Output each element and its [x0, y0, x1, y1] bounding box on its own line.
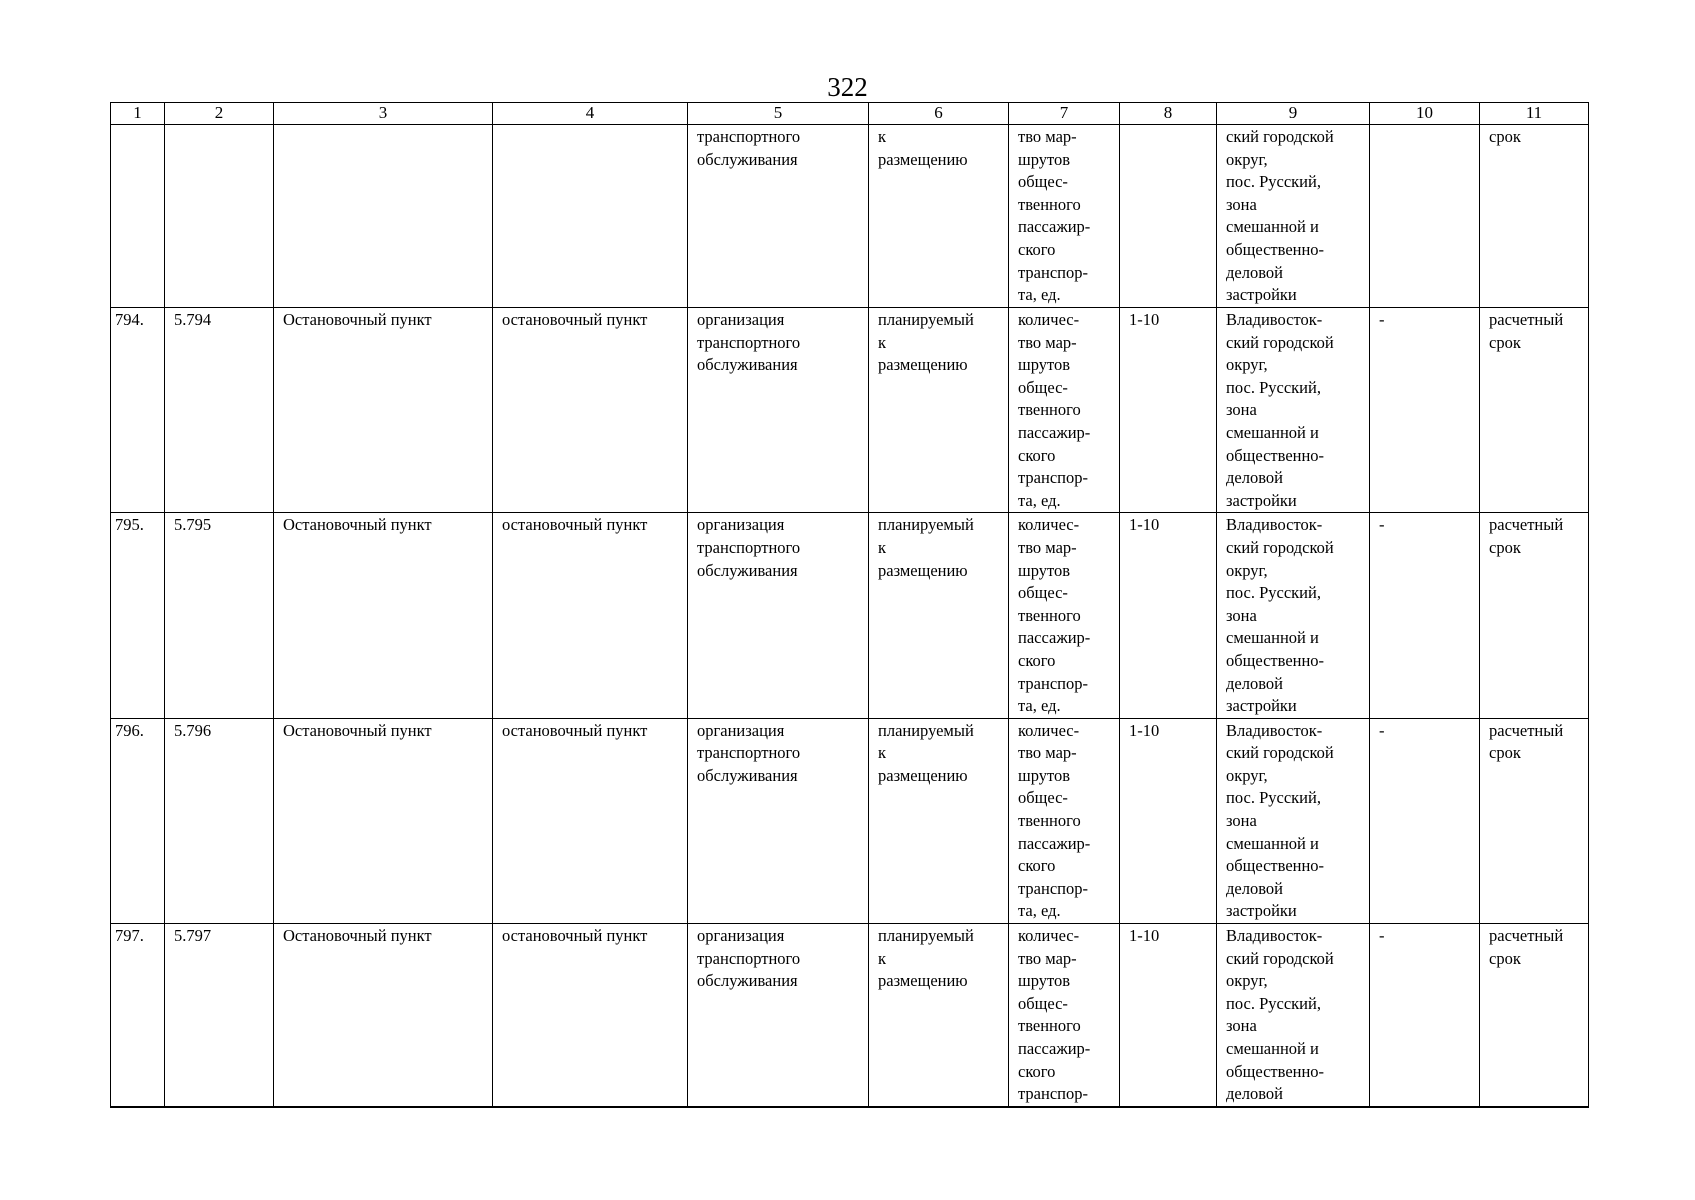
cell-line: организация — [697, 515, 785, 535]
cell-line: пос. Русский, — [1226, 172, 1321, 192]
cell-line: размещению — [878, 355, 968, 375]
cell-line: смешанной и — [1226, 1039, 1319, 1058]
object-name: Остановочный пункт — [274, 308, 493, 513]
cell-line: количес- — [1018, 720, 1080, 740]
zone-value: - — [1370, 513, 1480, 718]
cell-line: твенного — [1018, 1016, 1081, 1036]
zone-value: - — [1370, 924, 1480, 1107]
cell-line: Владивосток- — [1226, 720, 1323, 740]
cell-line: транспортного — [697, 127, 801, 146]
cell-line: тво мар- — [1018, 332, 1077, 352]
cell-line: ского — [1018, 239, 1056, 259]
cell-line: пос. Русский, — [1226, 377, 1321, 397]
cell-line: шрутов — [1018, 355, 1071, 375]
column-number: 11 — [1480, 103, 1589, 125]
column-number: 8 — [1120, 103, 1217, 125]
cell-line: зона — [1226, 194, 1257, 214]
implementation-term — [1480, 924, 1589, 1107]
cell-line: организация — [697, 926, 785, 946]
cell-line: общес- — [1018, 377, 1068, 397]
object-indicator — [1009, 718, 1120, 923]
cell-line: деловой — [1226, 468, 1283, 488]
cell-line: к — [878, 127, 887, 146]
zone-value — [1370, 125, 1480, 308]
cell-line: общес- — [1018, 993, 1068, 1013]
cell-line: твенного — [1018, 811, 1081, 831]
cell-line: размещению — [878, 765, 968, 785]
cell-line: твенного — [1018, 194, 1081, 214]
row-number: 795. — [111, 513, 165, 718]
column-number-row — [111, 103, 1589, 125]
cell-line: срок — [1489, 948, 1521, 968]
cell-line: транспор- — [1018, 878, 1088, 898]
cell-line: зона — [1226, 811, 1257, 831]
cell-line: смешанной и — [1226, 833, 1319, 853]
cell-line: деловой — [1226, 1084, 1283, 1104]
object-code: 5.795 — [165, 513, 274, 718]
cell-line: общес- — [1018, 583, 1068, 603]
cell-line: округ, — [1226, 149, 1268, 169]
cell-line: общественно- — [1226, 856, 1325, 876]
cell-line: тво мар- — [1018, 948, 1077, 968]
column-number: 1 — [111, 103, 165, 125]
cell-line: шрутов — [1018, 971, 1071, 991]
object-status — [869, 308, 1009, 513]
cell-line: пассажир- — [1018, 422, 1091, 442]
cell-line: Владивосток- — [1226, 310, 1323, 329]
cell-line: пассажир- — [1018, 217, 1091, 237]
cell-line: планируемый — [878, 720, 974, 740]
row-number: 796. — [111, 718, 165, 923]
object-location — [1217, 308, 1370, 513]
cell-line: деловой — [1226, 673, 1283, 693]
cell-line: та, ед. — [1018, 696, 1061, 716]
cell-line: ского — [1018, 650, 1056, 670]
cell-line: к — [878, 537, 887, 557]
cell-line: зона — [1226, 400, 1257, 420]
cell-line: округ, — [1226, 355, 1268, 375]
zone-value: - — [1370, 308, 1480, 513]
cell-line: пос. Русский, — [1226, 788, 1321, 808]
cell-line: общественно- — [1226, 650, 1325, 670]
object-location — [1217, 924, 1370, 1107]
object-status — [869, 125, 1009, 308]
object-purpose — [688, 924, 869, 1107]
cell-line: твенного — [1018, 400, 1081, 420]
table-row — [111, 308, 1589, 513]
cell-line: размещению — [878, 149, 968, 169]
cell-line: срок — [1489, 537, 1521, 557]
column-number: 3 — [274, 103, 493, 125]
cell-line: расчетный — [1489, 720, 1564, 740]
cell-line: шрутов — [1018, 560, 1071, 580]
cell-line: тво мар- — [1018, 127, 1077, 146]
cell-line: деловой — [1226, 262, 1283, 282]
column-number: 7 — [1009, 103, 1120, 125]
cell-line: застройки — [1226, 696, 1297, 716]
cell-line: транспортного — [697, 332, 801, 352]
cell-line: транспор- — [1018, 262, 1088, 282]
object-code: 5.797 — [165, 924, 274, 1107]
cell-line: застройки — [1226, 901, 1297, 921]
cell-line: округ, — [1226, 971, 1268, 991]
object-status — [869, 718, 1009, 923]
cell-line: количес- — [1018, 926, 1080, 946]
object-name: Остановочный пункт — [274, 513, 493, 718]
cell-line: тво мар- — [1018, 537, 1077, 557]
cell-line: та, ед. — [1018, 901, 1061, 921]
cell-line: общес- — [1018, 172, 1068, 192]
cell-line: к — [878, 948, 887, 968]
indicator-value: 1-10 — [1120, 308, 1217, 513]
table-row — [111, 125, 1589, 308]
implementation-term — [1480, 513, 1589, 718]
cell-line: планируемый — [878, 310, 974, 329]
cell-line: ского — [1018, 445, 1056, 465]
cell-line: планируемый — [878, 926, 974, 946]
cell-line: обслуживания — [697, 355, 798, 375]
object-type: остановочный пункт — [493, 924, 688, 1107]
object-purpose — [688, 513, 869, 718]
zone-value: - — [1370, 718, 1480, 923]
cell-line: ского — [1018, 1061, 1056, 1081]
cell-line: смешанной и — [1226, 422, 1319, 442]
object-type — [493, 125, 688, 308]
object-type: остановочный пункт — [493, 718, 688, 923]
cell-line: та, ед. — [1018, 285, 1061, 305]
cell-line: пос. Русский, — [1226, 993, 1321, 1013]
implementation-term — [1480, 125, 1589, 308]
cell-line: ский городской — [1226, 743, 1334, 763]
cell-line: размещению — [878, 560, 968, 580]
cell-line: транспортного — [697, 948, 801, 968]
cell-line: расчетный — [1489, 515, 1564, 535]
indicator-value — [1120, 125, 1217, 308]
column-number: 2 — [165, 103, 274, 125]
cell-line: расчетный — [1489, 926, 1564, 946]
column-number: 6 — [869, 103, 1009, 125]
object-name: Остановочный пункт — [274, 924, 493, 1107]
table-row — [111, 718, 1589, 923]
cell-line: Владивосток- — [1226, 926, 1323, 946]
cell-line: зона — [1226, 1016, 1257, 1036]
cell-line: застройки — [1226, 285, 1297, 305]
cell-line: обслуживания — [697, 560, 798, 580]
cell-line: та, ед. — [1018, 490, 1061, 510]
object-purpose — [688, 125, 869, 308]
object-status — [869, 513, 1009, 718]
implementation-term — [1480, 718, 1589, 923]
cell-line: транспор- — [1018, 468, 1088, 488]
objects-table — [110, 102, 1589, 1108]
row-number — [111, 125, 165, 308]
cell-line: ский городской — [1226, 332, 1334, 352]
column-number: 9 — [1217, 103, 1370, 125]
cell-line: ского — [1018, 856, 1056, 876]
object-code — [165, 125, 274, 308]
cell-line: транспортного — [697, 743, 801, 763]
cell-line: транспортного — [697, 537, 801, 557]
table-row — [111, 513, 1589, 718]
cell-line: транспор- — [1018, 673, 1088, 693]
cell-line: твенного — [1018, 605, 1081, 625]
object-location — [1217, 513, 1370, 718]
cell-line: ский городской — [1226, 948, 1334, 968]
cell-line: размещению — [878, 971, 968, 991]
cell-line: смешанной и — [1226, 217, 1319, 237]
object-location — [1217, 718, 1370, 923]
indicator-value: 1-10 — [1120, 513, 1217, 718]
cell-line: транспор- — [1018, 1084, 1088, 1104]
cell-line: организация — [697, 310, 785, 329]
cell-line: шрутов — [1018, 765, 1071, 785]
cell-line: Владивосток- — [1226, 515, 1323, 535]
cell-line: пассажир- — [1018, 628, 1091, 648]
column-number: 5 — [688, 103, 869, 125]
cell-line: к — [878, 332, 887, 352]
cell-line: количес- — [1018, 310, 1080, 329]
cell-line: срок — [1489, 332, 1521, 352]
object-indicator — [1009, 125, 1120, 308]
object-purpose — [688, 308, 869, 513]
cell-line: шрутов — [1018, 149, 1071, 169]
object-purpose — [688, 718, 869, 923]
cell-line: обслуживания — [697, 149, 798, 169]
object-name: Остановочный пункт — [274, 718, 493, 923]
cell-line: организация — [697, 720, 785, 740]
indicator-value: 1-10 — [1120, 718, 1217, 923]
cell-line: округ, — [1226, 765, 1268, 785]
cell-line: ский городской — [1226, 127, 1334, 146]
object-status — [869, 924, 1009, 1107]
column-number: 4 — [493, 103, 688, 125]
cell-line: расчетный — [1489, 310, 1564, 329]
cell-line: ский городской — [1226, 537, 1334, 557]
cell-line: срок — [1489, 127, 1521, 146]
implementation-term — [1480, 308, 1589, 513]
cell-line: пос. Русский, — [1226, 583, 1321, 603]
object-indicator — [1009, 924, 1120, 1107]
cell-line: деловой — [1226, 878, 1283, 898]
cell-line: пассажир- — [1018, 833, 1091, 853]
cell-line: общес- — [1018, 788, 1068, 808]
cell-line: пассажир- — [1018, 1039, 1091, 1058]
table-body — [111, 125, 1589, 1107]
cell-line: общественно- — [1226, 239, 1325, 259]
cell-line: смешанной и — [1226, 628, 1319, 648]
cell-line: округ, — [1226, 560, 1268, 580]
object-location — [1217, 125, 1370, 308]
column-number: 10 — [1370, 103, 1480, 125]
cell-line: застройки — [1226, 490, 1297, 510]
cell-line: количес- — [1018, 515, 1080, 535]
object-type: остановочный пункт — [493, 308, 688, 513]
cell-line: обслуживания — [697, 765, 798, 785]
cell-line: срок — [1489, 743, 1521, 763]
object-code: 5.796 — [165, 718, 274, 923]
cell-line: общественно- — [1226, 445, 1325, 465]
object-name — [274, 125, 493, 308]
cell-line: тво мар- — [1018, 743, 1077, 763]
object-type: остановочный пункт — [493, 513, 688, 718]
cell-line: планируемый — [878, 515, 974, 535]
cell-line: обслуживания — [697, 971, 798, 991]
cell-line: зона — [1226, 605, 1257, 625]
row-number: 797. — [111, 924, 165, 1107]
cell-line: общественно- — [1226, 1061, 1325, 1081]
object-indicator — [1009, 513, 1120, 718]
cell-line: к — [878, 743, 887, 763]
object-indicator — [1009, 308, 1120, 513]
page-number: 322 — [827, 72, 868, 102]
indicator-value: 1-10 — [1120, 924, 1217, 1107]
object-code: 5.794 — [165, 308, 274, 513]
row-number: 794. — [111, 308, 165, 513]
table-row — [111, 924, 1589, 1107]
